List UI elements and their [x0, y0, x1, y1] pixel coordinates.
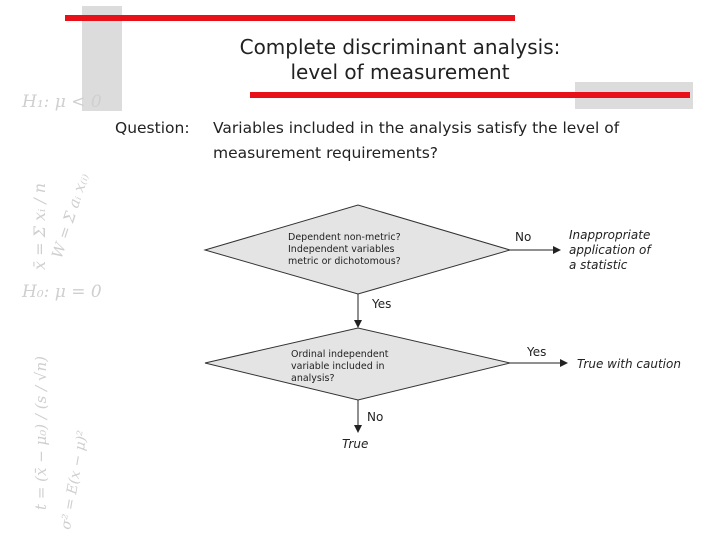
decision-2-line-3: analysis? — [291, 373, 335, 384]
formula-3: W = Σ aᵢ x₍ᵢ₎ — [48, 170, 93, 261]
formula-4: H₀: μ = 0 — [22, 282, 102, 302]
decision-2-yes-label: Yes — [527, 345, 547, 359]
decision-2-no-label: No — [367, 410, 384, 424]
decision-2-line-1: Ordinal independent — [291, 349, 389, 360]
decision-2-line-2: variable included in — [291, 361, 385, 372]
decision-1-no-label: No — [515, 230, 532, 244]
question-line-1: Variables included in the analysis satisfy the level of — [213, 119, 620, 137]
slide-title-line-1: Complete discriminant analysis: — [239, 35, 561, 59]
inappropriate-line-3: a statistic — [569, 258, 628, 272]
decision-1-line-3: metric or dichotomous? — [288, 256, 401, 267]
formula-1: H₁: μ < 0 — [22, 92, 102, 112]
inappropriate-outcome — [569, 228, 651, 273]
slide-title-line-2: level of measurement — [290, 60, 510, 84]
true-outcome: True — [342, 437, 369, 451]
decision-1-text — [288, 232, 401, 268]
decision-2-text — [291, 349, 388, 385]
true-with-caution-outcome: True with caution — [577, 357, 681, 371]
inappropriate-line-1: Inappropriate — [569, 228, 651, 242]
decision-1-yes-label: Yes — [372, 297, 392, 311]
question-line-2: measurement requirements? — [213, 144, 439, 162]
question-label: Question: — [115, 119, 190, 137]
decision-1-line-1: Dependent non-metric? — [288, 232, 401, 243]
formula-5: t = (x̄ − μ₀) / (s / √n) — [32, 356, 50, 510]
inappropriate-line-2: application of — [569, 243, 651, 257]
formula-2: x̄ = Σ xᵢ / n — [30, 182, 49, 270]
decision-1-line-2: Independent variables — [288, 244, 395, 255]
formula-6: σ² = E(x − μ)² — [58, 429, 92, 531]
